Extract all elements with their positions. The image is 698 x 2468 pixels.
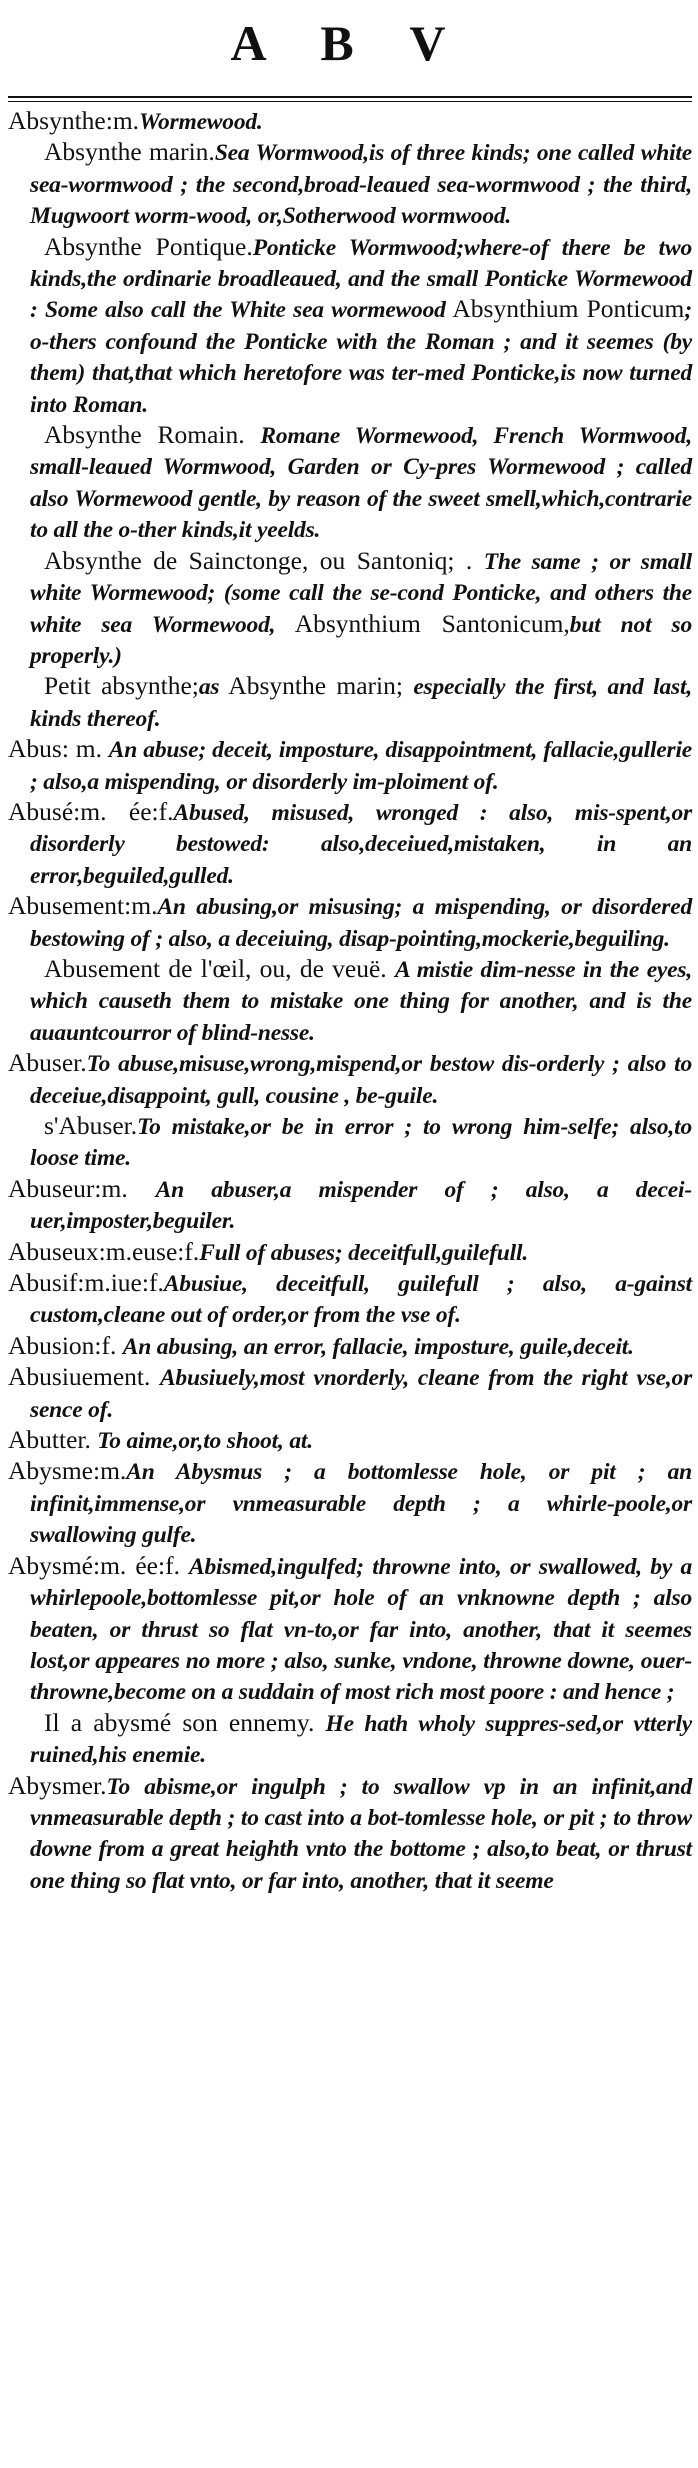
definition: Abusiuely,most vnorderly, cleane from the right vse,or sence of. [30, 1365, 693, 1423]
entry-absynthe-sainctonge [8, 546, 692, 672]
entry-abus [8, 734, 692, 797]
definition: as [198, 674, 220, 701]
headword: Il a abysmé son ennemy. [44, 1707, 315, 1737]
entry-abuser [8, 1048, 692, 1111]
definition: Sea Wormwood,is of three kinds; one called white sea-wormwood ; the second,broad-leaued sea-wormwood ; the third, Mugwoort worm-wood, or,Sotherwood wormwood. [30, 140, 692, 230]
headword: Abuseux:m.euse:f. [8, 1236, 200, 1266]
definition: An abusing, an error, fallacie, imposture, guile,deceit. [122, 1333, 634, 1360]
headword: s'Abuser. [44, 1111, 138, 1140]
running-head: A B V [230, 15, 468, 71]
page-header [0, 0, 698, 92]
headword: Abysme:m. [8, 1456, 127, 1486]
definition: Abusiue, deceitfull, guilefull ; also, a-gainst custom,cleane out of order,or from the vse of. [30, 1271, 692, 1329]
entry-abysme [8, 1456, 692, 1550]
entry-il-a-abysme [8, 1708, 692, 1771]
entry-absynthe [8, 106, 692, 137]
entry-abuseur [8, 1174, 692, 1237]
headword: Abusion:f. [8, 1330, 117, 1360]
definition: Wormewood. [139, 109, 263, 135]
headword: Abysmer. [8, 1770, 107, 1800]
entry-petit-absynthe [8, 671, 692, 734]
definition: Abismed,ingulfed; throwne into, or swallowed, by a whirlepoole,bottomlesse pit,or hole of an vnknowne depth ; also beaten, or thrust so flat vn-to,or far into, another, that it seemes lost,or appeares no more ; also, sunke, vndone, throwne downe, ouer-throwne,become on a suddain of most rich most poore : and hence ; [30, 1553, 693, 1706]
definition: An abuse; deceit, imposture, disappointment, fallacie,gullerie ; also,a mispending, or disorderly im-ploiment of. [30, 737, 693, 795]
entry-abusif [8, 1268, 692, 1331]
definition: Abused, misused, wronged : also, mis-spent,or disorderly bestowed: also,deceiued,mistaken, in an error,beguiled,gulled. [30, 799, 692, 889]
headword: Abysmé:m. ée:f. [8, 1550, 180, 1580]
headword: Petit absynthe; [44, 671, 199, 701]
entry-abutter [8, 1425, 692, 1456]
header-rule-thin [8, 101, 692, 102]
headword: Absynthe:m. [8, 106, 140, 135]
definition: The same ; or small white Wormewood; (some call the se-cond Ponticke, and others the white sea Wormewood, [30, 548, 693, 638]
cross-reference: Absynthe marin; [228, 671, 403, 701]
definition: To mistake,or be in error ; to wrong him-selfe; also,to loose time. [30, 1114, 692, 1172]
headword: Abusement:m. [8, 891, 158, 921]
headword: Absynthe Romain. [44, 420, 245, 450]
entry-abusement [8, 891, 692, 954]
definition-continued: but not so properly.) [30, 611, 692, 669]
definition-continued: ; o-thers confound the Ponticke with the Roman ; and it seemes (by them) that,that which heretofore was ter-med Ponticke,is now turned into Roman. [30, 297, 692, 418]
headword: Abutter. [8, 1425, 91, 1455]
definition: To aime,or,to shoot, at. [97, 1428, 313, 1455]
headword: Absynthe marin. [44, 137, 215, 167]
definition: Romane Wormewood, French Wormwood, small-leaued Wormwood, Garden or Cy-pres Wormewood ; called also Wormewood gentle, by reason of the sweet smell,which,contrarie to all the o-ther kinds,it yeelds. [30, 423, 692, 544]
entry-abuseux [8, 1237, 692, 1268]
headword: Abusiuement. [8, 1362, 151, 1392]
header-rule [8, 96, 692, 98]
entry-abusiuement [8, 1362, 692, 1425]
headword: Abuser. [8, 1048, 87, 1078]
definition-continued: especially the first, and last, kinds thereof. [30, 674, 692, 732]
headword: Abus: m. [8, 734, 102, 764]
entry-list [8, 106, 692, 1896]
headword: Abusement de l'œil, ou, de veuë. [44, 953, 387, 983]
entry-abuse [8, 797, 692, 891]
definition: An Abysmus ; a bottomlesse hole, or pit ; an infinit,immense,or vnmeasurable depth ; a whirle-poole,or swallowing gulfe. [30, 1459, 692, 1549]
latin-term: Absynthium Santonicum, [294, 608, 570, 638]
entry-abysmer [8, 1771, 692, 1897]
definition: An abusing,or misusing; a mispending, or disordered bestowing of ; also, a deceiuing, disap-pointing,mockerie,beguiling. [30, 894, 692, 952]
entry-absynthe-romain [8, 420, 692, 546]
definition: To abisme,or ingulph ; to swallow vp in an infinit,and vnmeasurable depth ; to cast into a bot-tomlesse hole, or pit ; to throw downe from a great heighth vnto the bottome ; also,to beat, or thrust one thing so flat vnto, or far into, another, that it seeme [30, 1773, 692, 1894]
entry-abysme-participle [8, 1551, 692, 1708]
definition: An abuser,a mispender of ; also, a decei-uer,imposter,beguiler. [30, 1176, 692, 1235]
definition: Full of abuses; deceitfull,guilefull. [199, 1239, 529, 1266]
entry-abusion [8, 1331, 692, 1362]
latin-term: Absynthium Ponticum [452, 294, 685, 324]
entry-abusement-de-loeil [8, 954, 692, 1048]
definition: Ponticke Wormwood;where-of there be two kinds,the ordinarie broadleaued, and the small Ponticke Wormewood : Some also call the White sea wormewood [30, 234, 692, 324]
headword: Absynthe Pontique. [44, 231, 253, 261]
entry-absynthe-pontique [8, 232, 692, 420]
headword: Absynthe de Sainctonge, ou Santoniq; . [44, 545, 473, 575]
headword: Abusif:m.iue:f. [8, 1268, 164, 1298]
definition: To abuse,misuse,wrong,mispend,or bestow dis-orderly ; also to deceiue,disappoint, gull, cousine , be-guile. [30, 1051, 692, 1109]
headword: Abuseur:m. [8, 1173, 128, 1203]
entry-absynthe-marin [8, 137, 692, 231]
definition: He hath wholy suppres-sed,or vtterly ruined,his enemie. [30, 1710, 693, 1769]
definition: A mistie dim-nesse in the eyes, which causeth them to mistake one thing for another, and is the auauntcourror of blind-nesse. [30, 956, 693, 1046]
headword: Abusé:m. ée:f. [8, 796, 174, 826]
entry-sabuser [8, 1111, 692, 1174]
